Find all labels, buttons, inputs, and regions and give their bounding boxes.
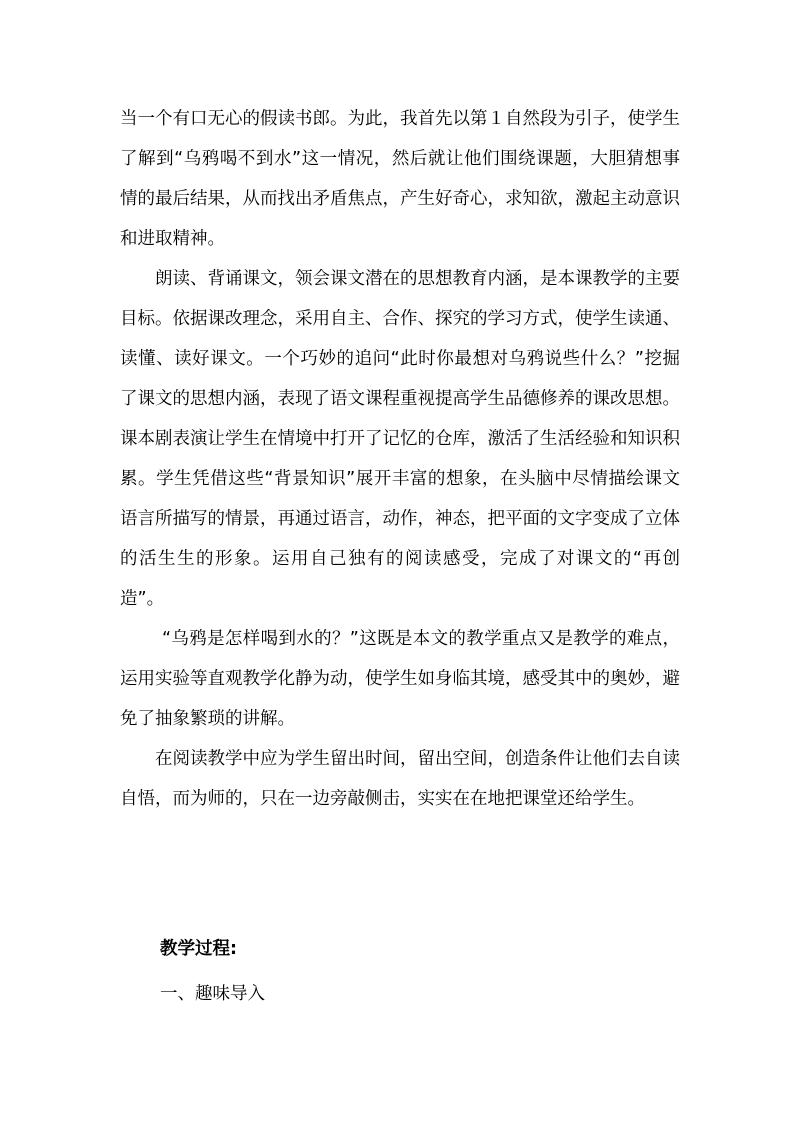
- paragraph-3: “乌鸦是怎样喝到水的？”这既是本文的教学重点又是教学的难点，运用实验等直观教学化静为动，使学生如身临其境，感受其中的奥妙，避免了抽象繁琐的讲解。: [120, 629, 680, 729]
- paragraph-1: 当一个有口无心的假读书郎。为此，我首先以第１自然段为引子，使学生了解到“乌鸦喝不到水”这一情况，然后就让他们围绕课题，大胆猜想事情的最后结果，从而找出矛盾焦点，产生好奇心，求知欲，激起主动意识和进取精神。: [120, 109, 680, 249]
- subsection-heading: 一、趣味导入: [160, 984, 265, 1004]
- paragraph-4: 在阅读教学中应为学生留出时间，留出空间，创造条件让他们去自读自悟，而为师的，只在一边旁敲侧击，实实在在地把课堂还给学生。: [120, 749, 680, 809]
- body-text: [120, 99, 680, 819]
- paragraph-2: 朗读、背诵课文，领会课文潜在的思想教育内涵，是本课教学的主要目标。依据课改理念，采用自主、合作、探究的学习方式，使学生读通、读懂、读好课文。一个巧妙的追问“此时你最想对乌鸦说些什么？”挖掘了课文的思想内涵，表现了语文课程重视提高学生品德修养的课改思想。课本剧表演让学生在情境中打开了记忆的仓库，激活了生活经验和知识积累。学生凭借这些“背景知识”展开丰富的想象，在头脑中尽情描绘课文语言所描写的情景，再通过语言，动作，神态，把平面的文字变成了立体的活生生的形象。运用自己独有的阅读感受，完成了对课文的“再创造”。: [120, 269, 680, 609]
- section-heading: 教学过程:: [160, 939, 237, 959]
